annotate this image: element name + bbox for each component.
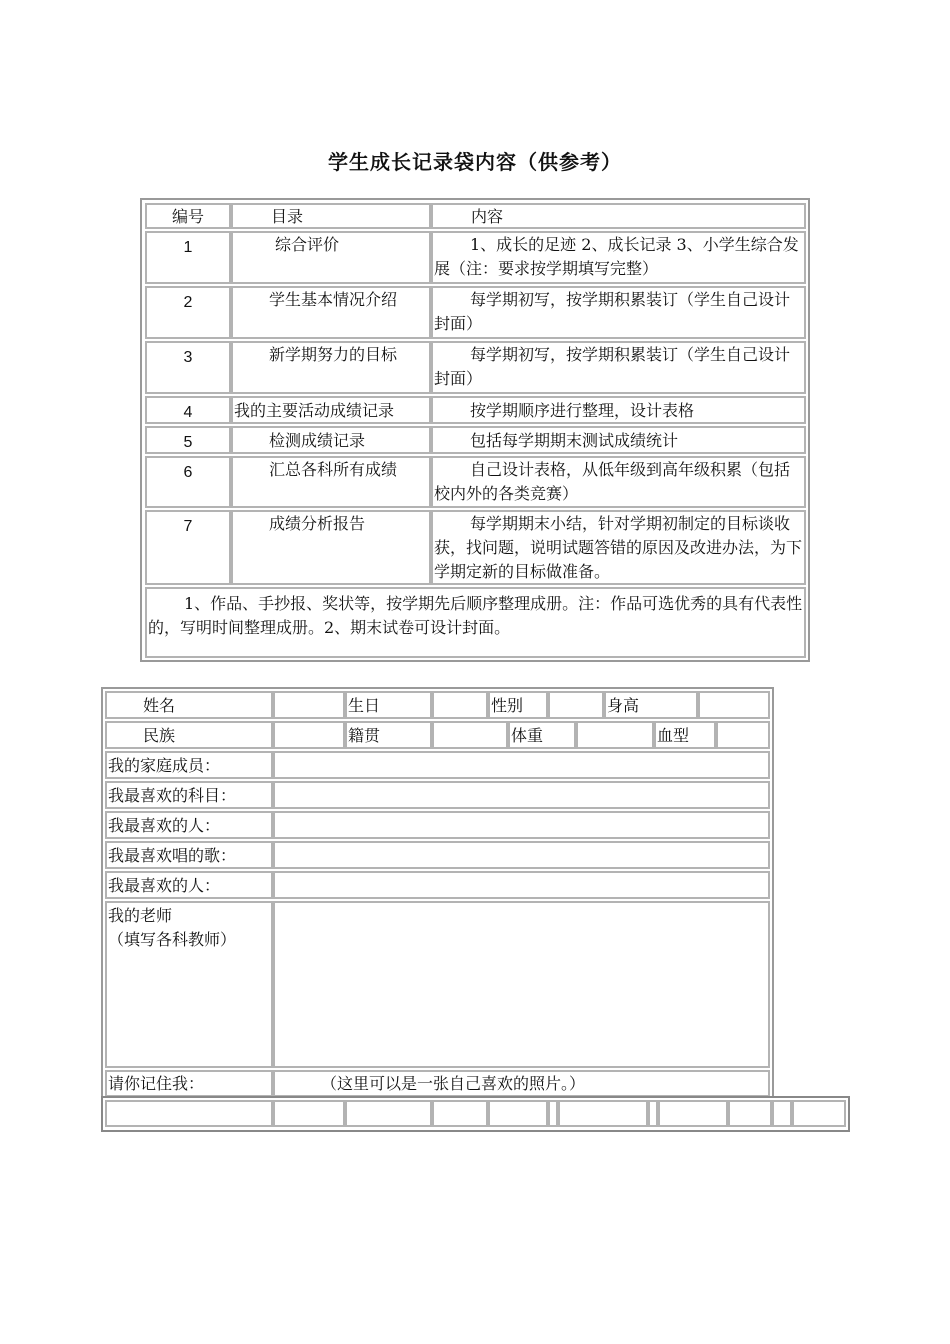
contents-note: 1、作品、手抄报、奖状等，按学期先后顺序整理成册。注：作品可选优秀的具有代表性的，写明时间整理成册。2、期末试卷可设计封面。 [145, 587, 806, 658]
blood-type-field[interactable] [716, 721, 770, 749]
row-7-catalog: 成绩分析报告 [231, 510, 431, 585]
row-3-content: 每学期初写，按学期积累装订（学生自己设计封面） [431, 341, 806, 394]
family-field[interactable] [273, 751, 770, 779]
row-1-content: 1、成长的足迹 2、成长记录 3、小学生综合发展（注：要求按学期填写完整） [431, 231, 806, 284]
page-title: 学生成长记录袋内容（供参考） [328, 150, 622, 174]
ethnicity-field[interactable] [273, 721, 345, 749]
native-place-label: 籍贯 [345, 721, 432, 749]
native-place-field[interactable] [432, 721, 508, 749]
height-label: 身高 [604, 691, 698, 719]
bottom-cell[interactable] [432, 1100, 488, 1127]
bottom-cell[interactable] [728, 1100, 772, 1127]
teacher-label: 我的老师 [108, 906, 173, 925]
favorite-song-field[interactable] [273, 841, 770, 869]
teacher-hint: （填写各科教师） [108, 930, 237, 949]
row-3-catalog: 新学期努力的目标 [231, 341, 431, 394]
favorite-person-label: 我最喜欢的人： [105, 811, 273, 839]
name-field[interactable] [273, 691, 345, 719]
row-7-number: 7 [145, 510, 231, 585]
row-5-number: 5 [145, 426, 231, 454]
gender-label: 性别 [488, 691, 548, 719]
row-1-number: 1 [145, 231, 231, 284]
favorite-subject-label: 我最喜欢的科目： [105, 781, 273, 809]
remember-me-label: 请你记住我： [105, 1070, 273, 1097]
family-label: 我的家庭成员： [105, 751, 273, 779]
row-5-content: 包括每学期期末测试成绩统计 [431, 426, 806, 454]
bottom-cell[interactable] [273, 1100, 345, 1127]
header-catalog: 目录 [231, 203, 431, 229]
row-6-content: 自己设计表格，从低年级到高年级积累（包括校内外的各类竞赛） [431, 456, 806, 508]
favorite-person-field[interactable] [273, 811, 770, 839]
row-4-catalog: 我的主要活动成绩记录 [231, 396, 431, 424]
birthday-label: 生日 [345, 691, 432, 719]
favorite-song-label: 我最喜欢唱的歌： [105, 841, 273, 869]
bottom-cell[interactable] [105, 1100, 273, 1127]
row-5-catalog: 检测成绩记录 [231, 426, 431, 454]
bottom-cell[interactable] [345, 1100, 432, 1127]
height-field[interactable] [698, 691, 770, 719]
birthday-field[interactable] [432, 691, 488, 719]
photo-hint[interactable]: （这里可以是一张自己喜欢的照片。） [273, 1070, 770, 1097]
row-4-number: 4 [145, 396, 231, 424]
favorite-person-field-2[interactable] [273, 871, 770, 899]
row-6-number: 6 [145, 456, 231, 508]
row-2-catalog: 学生基本情况介绍 [231, 286, 431, 339]
bottom-cell[interactable] [648, 1100, 658, 1127]
ethnicity-label: 民族 [105, 721, 273, 749]
row-6-catalog: 汇总各科所有成绩 [231, 456, 431, 508]
favorite-person-label-2: 我最喜欢的人： [105, 871, 273, 899]
header-content: 内容 [431, 203, 806, 229]
row-2-content: 每学期初写，按学期积累装订（学生自己设计封面） [431, 286, 806, 339]
name-label: 姓名 [105, 691, 273, 719]
teacher-label-cell [105, 901, 273, 1068]
bottom-cell[interactable] [548, 1100, 558, 1127]
bottom-cell[interactable] [772, 1100, 792, 1127]
bottom-cell[interactable] [658, 1100, 728, 1127]
row-4-content: 按学期顺序进行整理，设计表格 [431, 396, 806, 424]
header-number: 编号 [145, 203, 231, 229]
weight-label: 体重 [508, 721, 576, 749]
row-1-catalog: 综合评价 [231, 231, 431, 284]
favorite-subject-field[interactable] [273, 781, 770, 809]
row-3-number: 3 [145, 341, 231, 394]
weight-field[interactable] [576, 721, 654, 749]
gender-field[interactable] [548, 691, 604, 719]
bottom-cell[interactable] [792, 1100, 846, 1127]
row-2-number: 2 [145, 286, 231, 339]
row-7-content: 每学期期末小结，针对学期初制定的目标谈收获，找问题，说明试题答错的原因及改进办法，为下学期定新的目标做准备。 [431, 510, 806, 585]
blood-type-label: 血型 [654, 721, 716, 749]
bottom-cell[interactable] [558, 1100, 648, 1127]
teacher-field[interactable] [273, 901, 770, 1068]
bottom-cell[interactable] [488, 1100, 548, 1127]
